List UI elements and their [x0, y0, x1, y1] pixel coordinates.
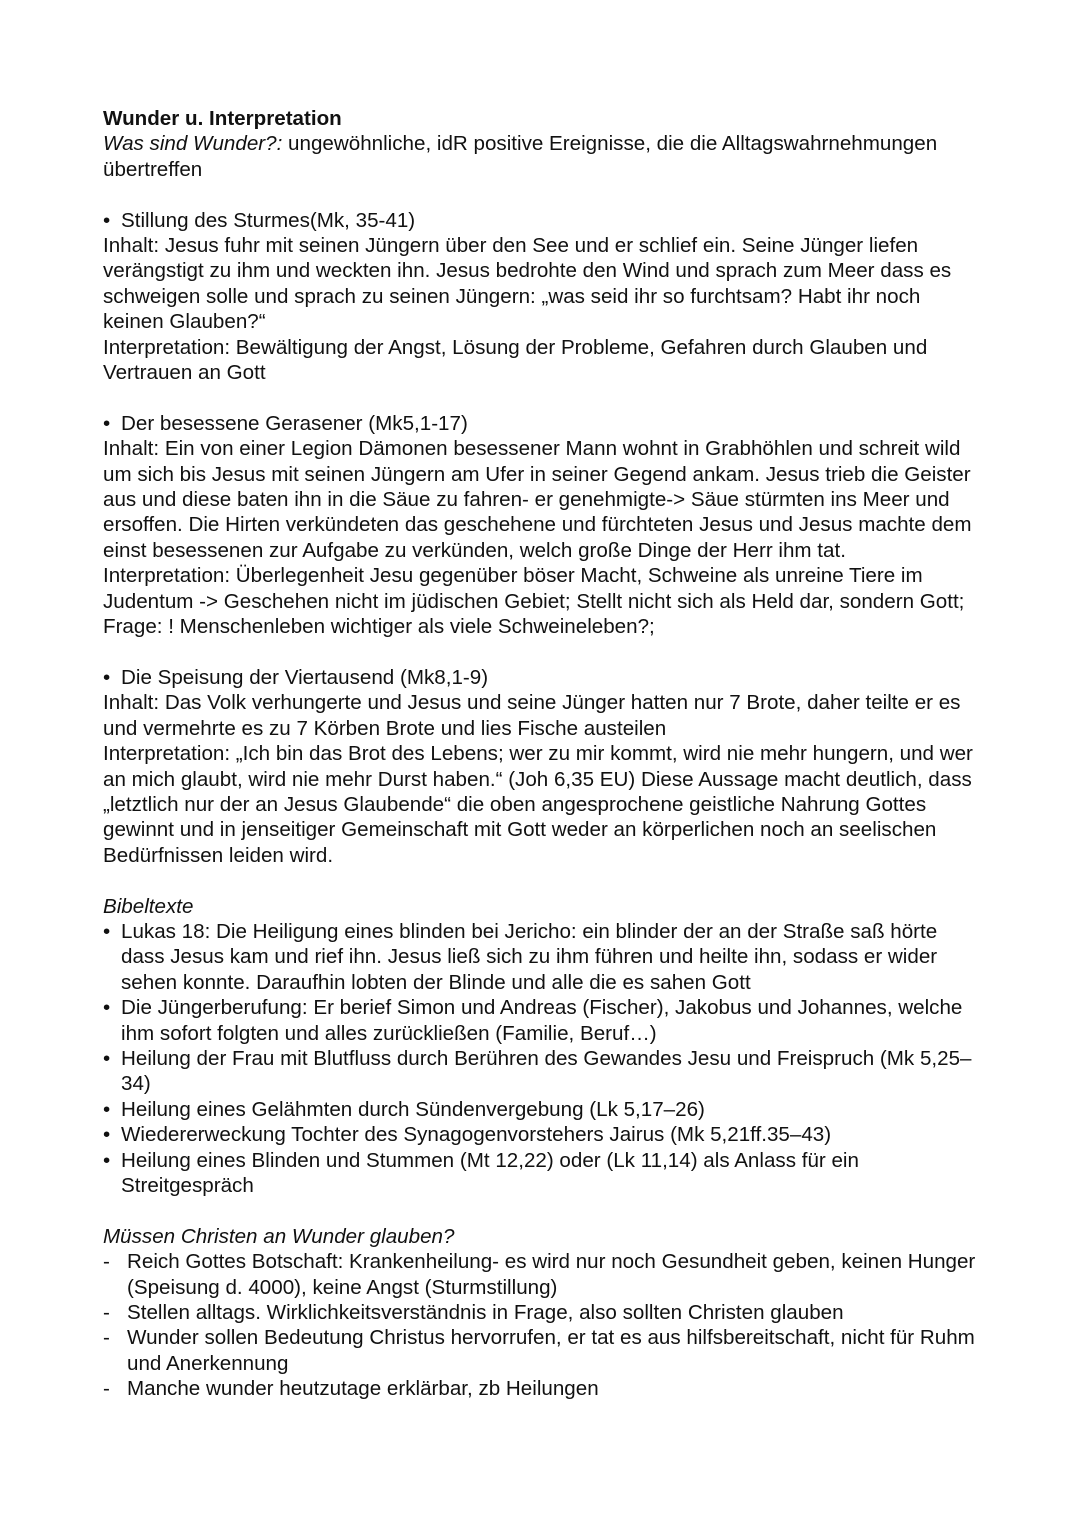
muessen-heading: Müssen Christen an Wunder glauben? [103, 1224, 455, 1248]
spacer [103, 1198, 980, 1223]
spacer [103, 385, 980, 410]
list-item [103, 1300, 980, 1325]
section-content [103, 233, 980, 335]
list-item-text: Reich Gottes Botschaft: Krankenheilung- es wird nur noch Gesundheit geben, keinen Hunger (Speisung d. 4000), keine Angst (Sturmstillung) [127, 1250, 976, 1299]
list-item [103, 1325, 980, 1376]
definition-label: Was sind Wunder?: [103, 132, 283, 156]
list-item-text: Heilung der Frau mit Blutfluss durch Berühren des Gewandes Jesu und Freispruch (Mk 5,25–34) [121, 1046, 972, 1096]
list-item-text: Wiedererweckung Tochter des Synagogenvorstehers Jairus (Mk 5,21ff.35–43) [121, 1123, 832, 1147]
list-item [103, 1249, 980, 1300]
list-item [103, 1097, 980, 1122]
spacer [103, 868, 980, 893]
list-item [103, 1148, 980, 1199]
dash-icon: - [103, 1250, 110, 1274]
bullet-icon: • [103, 411, 111, 435]
definition [103, 131, 980, 182]
content-text: Jesus fuhr mit seinen Jüngern über den See und er schlief ein. Seine Jünger liefen verängstigt zu ihm und weckten ihn. Jesus bedrohte den Wind und sprach zum Meer dass es schweigen solle und sprach zu seinen Jüngern: „was seid ihr so furchtsam? Habt ihr noch keinen Glauben?“ [103, 234, 952, 334]
section-heading [103, 411, 980, 436]
section-interpretation: Interpretation: Überlegenheit Jesu gegenüber böser Macht, Schweine als unreine Tiere im Judentum -> Geschehen nicht im jüdischen Gebiet; Stellt nicht sich als Held dar, sondern Gott; Frage: ! Menschenleben wichtiger als viele Schweineleben?; [103, 564, 965, 639]
dash-icon: - [103, 1377, 110, 1401]
list-item [103, 1376, 980, 1401]
list-item [103, 919, 980, 995]
bullet-icon: • [103, 1148, 111, 1172]
bullet-icon: • [103, 1123, 111, 1147]
list-item-text: Stellen alltags. Wirklichkeitsverständnis in Frage, also sollten Christen glauben [127, 1301, 844, 1325]
content-label: Inhalt: [103, 437, 160, 461]
section-heading [103, 665, 980, 690]
bullet-icon: • [103, 1097, 111, 1121]
list-item [103, 995, 980, 1046]
content-label: Inhalt: [103, 234, 160, 258]
bullet-icon: • [103, 996, 111, 1020]
muessen-list [103, 1249, 980, 1401]
section-interpretation: Interpretation: Bewältigung der Angst, Lösung der Probleme, Gefahren durch Glauben und Vertrauen an Gott [103, 335, 928, 385]
content-text: Das Volk verhungerte und Jesus und seine Jünger hatten nur 7 Brote, daher teilte er es und vermehrte es zu 7 Körben Brote und lies Fische austeilen [103, 691, 961, 740]
list-item-text: Manche wunder heutzutage erklärbar, zb Heilungen [127, 1377, 599, 1401]
list-item [103, 1122, 980, 1147]
section-interpretation: Interpretation: „Ich bin das Brot des Lebens; wer zu mir kommt, wird nie mehr hungern, und wer an mich glaubt, wird nie mehr Durst haben.“ (Joh 6,35 EU) Diese Aussage macht deutlich, dass „letztlich nur der an Jesus Glaubende“ die oben angesprochene geistliche Nahrung Gottes gewinnt und in jenseitiger Gemeinschaft mit Gott weder an körperlichen noch an seelischen Bedürfnissen leiden wird. [103, 742, 973, 867]
document-title: Wunder u. Interpretation [103, 107, 342, 130]
list-item-text: Wunder sollen Bedeutung Christus hervorrufen, er tat es aus hilfsbereitschaft, nicht für Ruhm und Anerkennung [127, 1326, 975, 1375]
section-heading-text: Die Speisung der Viertausend (Mk8,1-9) [121, 665, 489, 689]
list-item-text: Lukas 18: Die Heiligung eines blinden bei Jericho: ein blinder der an der Straße saß hörte dass Jesus kam und rief ihn. Jesus ließ sich zu ihm führen und heilte ihn, sodass er wider sehen konnte. Daraufhin lobten der Blinde und alle die es sahen Gott [121, 919, 938, 994]
list-item-text: Heilung eines Blinden und Stummen (Mt 12,22) oder (Lk 11,14) als Anlass für ein Streitgespräch [121, 1148, 859, 1197]
bibeltexte-list [103, 919, 980, 1198]
section-content [103, 436, 980, 563]
section-content [103, 690, 980, 741]
bibeltexte-heading: Bibeltexte [103, 894, 194, 918]
dash-icon: - [103, 1326, 110, 1350]
list-item-text: Die Jüngerberufung: Er berief Simon und Andreas (Fischer), Jakobus und Johannes, welche ihm sofort folgten und alles zurückließen (Familie, Beruf…) [121, 996, 963, 1045]
section-heading-text: Stillung des Sturmes(Mk, 35-41) [121, 208, 416, 232]
dash-icon: - [103, 1301, 110, 1325]
spacer [103, 640, 980, 665]
section-heading-text: Der besessene Gerasener (Mk5,1-17) [121, 411, 468, 435]
content-label: Inhalt: [103, 691, 160, 715]
section-heading [103, 208, 980, 233]
content-text: Ein von einer Legion Dämonen besessener Mann wohnt in Grabhöhlen und schreit wild um sich bis Jesus mit seinen Jüngern am Ufer in seiner Gegend ankam. Jesus trieb die Geister aus und diese baten ihn in die Säue zu fahren- er genehmigte-> Säue stürmten ins Meer und ersoffen. Die Hirten verkündeten das geschehene und fürchteten Jesus und Jesus machte dem einst besessenen zur Aufgabe zu verkünden, welch große Dinge der Herr ihm tat. [103, 437, 972, 562]
bullet-icon: • [103, 665, 111, 689]
bullet-icon: • [103, 208, 111, 232]
list-item [103, 1046, 980, 1097]
bullet-icon: • [103, 919, 111, 943]
bullet-icon: • [103, 1046, 111, 1070]
spacer [103, 182, 980, 207]
definition-text: ungewöhnliche, idR positive Ereignisse, die die Alltagswahrnehmungen übertreffen [103, 132, 938, 181]
list-item-text: Heilung eines Gelähmten durch Sündenvergebung (Lk 5,17–26) [121, 1097, 705, 1121]
